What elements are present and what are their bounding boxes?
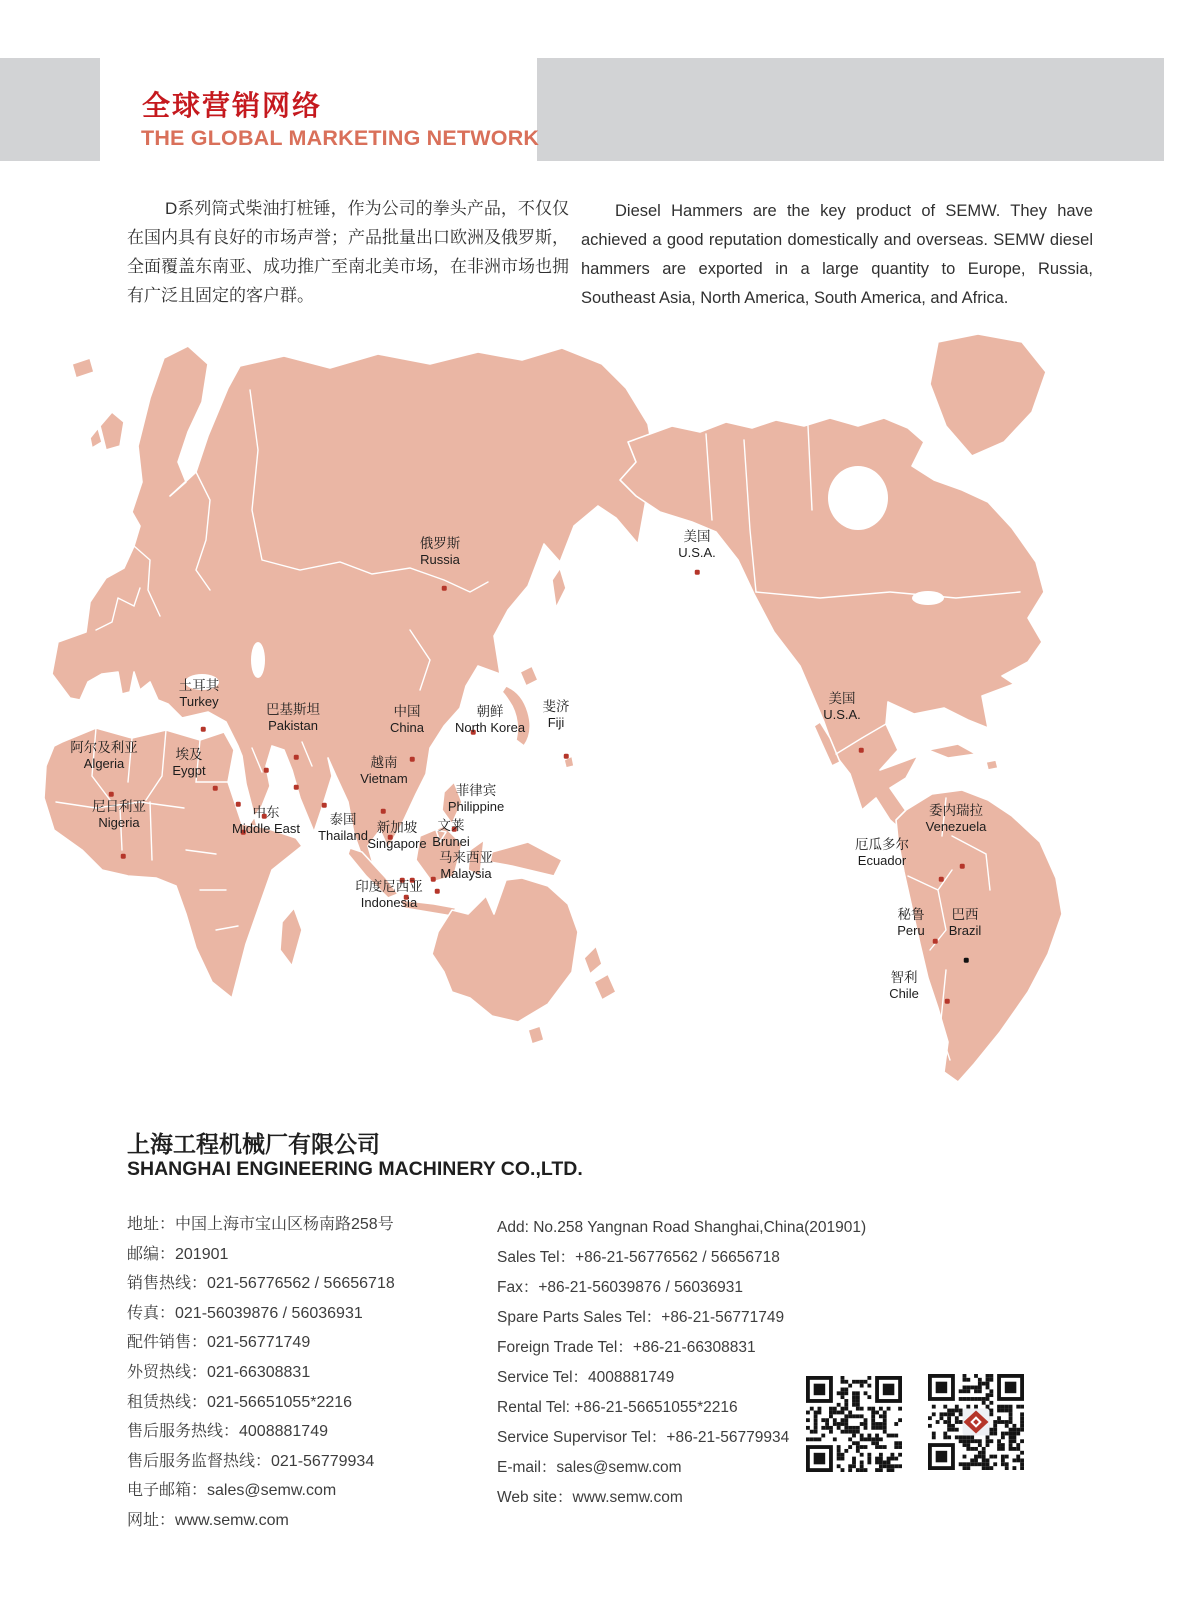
marker-dot-extra-8 (431, 877, 436, 882)
contact-line: 传真：021-56039876 / 56036931 (127, 1304, 363, 1322)
map-label-en: Venezuela (925, 819, 987, 834)
map-label-pakistan-3 (266, 702, 320, 733)
island-madagascar (280, 908, 302, 966)
contact-line: 电子邮箱：sales@semw.com (127, 1482, 337, 1500)
map-label-u-s-a-18 (823, 691, 861, 722)
map-label-algeria-7 (70, 740, 138, 771)
marker-dot-ecuador (939, 877, 944, 882)
contact-line: Rental Tel: +86-21-56651055*2216 (497, 1399, 738, 1416)
island-hokkaido (520, 666, 538, 686)
page-title-zh: 全球营销网络 (142, 90, 323, 121)
map-label-en: Thailand (318, 828, 368, 843)
world-map-graphic (0, 330, 1184, 1090)
marker-dot-algeria (109, 792, 114, 797)
map-label-philippine-10 (448, 783, 504, 814)
map-label-zh: 土耳其 (178, 678, 220, 693)
map-label-zh: 阿尔及利亚 (70, 740, 138, 755)
marker-dot-turkey (201, 727, 206, 732)
island-tasmania (528, 1026, 544, 1044)
contact-line: Service Supervisor Tel：+86-21-56779934 (497, 1429, 790, 1446)
map-label-russia-0 (420, 536, 461, 567)
contact-line: Foreign Trade Tel：+86-21-66308831 (497, 1339, 756, 1356)
marker-dot-eygpt (213, 786, 218, 791)
map-label-zh: 埃及 (175, 747, 203, 762)
contact-line: Add: No.258 Yangnan Road Shanghai,China(201901) (497, 1219, 867, 1236)
map-label-en: Philippine (447, 799, 505, 814)
landmass-australia (432, 878, 578, 1022)
hudson-bay (828, 466, 888, 530)
map-label-zh: 巴基斯坦 (266, 702, 320, 717)
map-label-en: Singapore (367, 836, 427, 851)
marker-dot-extra-3 (322, 803, 327, 808)
map-label-zh: 智利 (890, 970, 918, 985)
map-label-zh: 秘鲁 (897, 907, 925, 922)
island-greenland (930, 334, 1046, 456)
map-label-zh: 厄瓜多尔 (855, 837, 909, 852)
marker-dot-extra-0 (264, 768, 269, 773)
contact-line: 网址：www.semw.com (127, 1511, 289, 1529)
company-name-en: SHANGHAI ENGINEERING MACHINERY CO.,LTD. (127, 1158, 583, 1180)
company-name-zh: 上海工程机械厂有限公司 (127, 1131, 380, 1157)
marker-dot-extra-10 (435, 889, 440, 894)
map-label-en: Nigeria (98, 815, 140, 830)
contact-line: 邮编：201901 (127, 1245, 229, 1263)
contact-line: 售后服务监督热线：021-56779934 (127, 1452, 375, 1470)
contact-line: Web site：www.semw.com (497, 1489, 683, 1506)
map-label-en: U.S.A. (823, 707, 861, 722)
island-hispaniola (986, 760, 998, 770)
map-label-zh: 巴西 (951, 907, 979, 922)
map-label-singapore-14 (367, 820, 426, 851)
map-label-venezuela-19 (926, 803, 987, 834)
contact-line: Spare Parts Sales Tel：+86-21-56771749 (497, 1309, 785, 1326)
marker-dot-fiji (564, 754, 569, 759)
map-label-en: Chile (889, 986, 919, 1001)
map-label-zh: 越南 (370, 755, 398, 770)
map-label-indonesia-17 (355, 879, 423, 910)
contact-line: 售后服务热线：4008881749 (127, 1423, 328, 1441)
page-title-en: THE GLOBAL MARKETING NETWORK (141, 126, 540, 150)
header-gray-bar-right (537, 58, 1164, 161)
map-label-en: China (390, 720, 424, 735)
contact-line: 租赁热线：021-56651055*2216 (127, 1393, 353, 1411)
map-label-vietnam-9 (360, 755, 407, 786)
map-label-zh: 文莱 (437, 818, 465, 833)
map-label-thailand-13 (318, 812, 368, 843)
marker-dot-extra-1 (294, 785, 299, 790)
world-map (0, 330, 1184, 1090)
map-label-zh: 朝鲜 (476, 704, 504, 719)
map-label-peru-21 (897, 907, 924, 938)
map-label-zh: 菲律宾 (455, 783, 497, 798)
contact-line: E-mail：sales@semw.com (497, 1459, 682, 1476)
contact-line: Fax：+86-21-56039876 / 56036931 (497, 1279, 744, 1296)
map-label-en: Vietnam (360, 771, 408, 786)
map-label-middle-east-12 (232, 805, 300, 836)
marker-dot-chile (945, 999, 950, 1004)
map-label-brunei-15 (432, 818, 470, 849)
marker-dot-u-s-a (859, 748, 864, 753)
qr-code-left (806, 1376, 902, 1472)
caspian-sea (251, 642, 265, 678)
map-label-zh: 斐济 (542, 699, 570, 714)
map-label-en: Middle East (232, 821, 300, 836)
map-label-fiji-6 (543, 699, 570, 730)
map-label-en: Ecuador (857, 853, 907, 868)
map-label-zh: 新加坡 (376, 820, 418, 835)
marker-dot-pakistan (294, 755, 299, 760)
island-iceland (72, 358, 94, 378)
qr-code-wechat (928, 1374, 1024, 1470)
map-label-en: Peru (897, 923, 925, 938)
map-label-en: Malaysia (440, 866, 492, 881)
landmass-north-america (620, 418, 1044, 836)
map-label-nigeria-11 (92, 799, 146, 830)
map-label-en: U.S.A. (678, 545, 716, 560)
marker-dot-u-s-a (695, 570, 700, 575)
great-lakes (912, 591, 944, 605)
map-label-en: Fiji (547, 715, 565, 730)
header-gray-bar-left (0, 58, 100, 161)
marker-dot-nigeria (121, 854, 126, 859)
contact-line: 销售热线：021-56776562 / 56656718 (127, 1275, 395, 1293)
map-label-zh: 马来西亚 (439, 850, 493, 865)
map-label-zh: 中国 (393, 704, 421, 719)
island-britain (100, 412, 124, 450)
map-label-en: Eygpt (172, 763, 206, 778)
map-label-en: Indonesia (360, 895, 418, 910)
map-label-zh: 委内瑞拉 (928, 803, 983, 818)
intro-paragraph-zh: D系列筒式柴油打桩锤，作为公司的拳头产品，不仅仅在国内具有良好的市场声誉；产品批量出口欧洲及俄罗斯，全面覆盖东南亚、成功推广至南北美市场，在非洲市场也拥有广泛且固定的客户群。 (127, 199, 569, 305)
map-label-en: Turkey (179, 694, 219, 709)
island-ireland (90, 428, 102, 448)
map-label-zh: 中东 (252, 805, 280, 820)
map-label-zh: 俄罗斯 (419, 536, 461, 551)
marker-dot-vietnam (381, 809, 386, 814)
map-label-en: North Korea (454, 720, 526, 735)
contact-list-zh (127, 1210, 395, 1536)
contact-line: 配件销售：021-56771749 (127, 1334, 311, 1352)
map-label-china-4 (390, 704, 424, 735)
map-label-en: Brunei (432, 834, 470, 849)
island-sakhalin (552, 568, 566, 608)
map-label-zh: 美国 (683, 529, 711, 544)
map-label-turkey-2 (179, 678, 220, 709)
map-label-zh: 美国 (828, 691, 856, 706)
island-cuba (928, 744, 976, 758)
qr-pattern (928, 1374, 1024, 1470)
map-label-zh: 泰国 (329, 812, 357, 827)
map-label-en: Brazil (948, 923, 982, 938)
map-label-ecuador-20 (855, 837, 909, 868)
map-label-en: Algeria (83, 756, 125, 771)
island-new-zealand-north (584, 946, 602, 974)
map-label-zh: 尼日利亚 (92, 799, 146, 814)
contact-line: 地址：中国上海市宝山区杨南路258号 (127, 1216, 394, 1233)
map-label-chile-23 (889, 970, 919, 1001)
marker-dot-china (410, 757, 415, 762)
marker-dot-russia (442, 586, 447, 591)
intro-paragraph-en: Diesel Hammers are the key product of SEMW. They have achieved a good reputation domestically and overseas. SEMW diesel hammers are exported in a large quantity to Europe, Russia, Southeast Asia, North America, South America, and Africa. (581, 202, 1093, 307)
map-label-brazil-22 (949, 907, 982, 938)
map-label-north-korea-5 (455, 704, 525, 735)
contact-line: Sales Tel：+86-21-56776562 / 56656718 (497, 1249, 780, 1266)
marker-dot-brazil (964, 958, 969, 963)
contact-line: Service Tel：4008881749 (497, 1369, 675, 1386)
map-label-u-s-a-1 (678, 529, 716, 560)
map-label-zh: 印度尼西亚 (355, 879, 423, 894)
map-label-en: Russia (420, 552, 460, 567)
marker-dot-peru (933, 939, 938, 944)
island-new-guinea (490, 842, 562, 876)
qr-pattern (806, 1376, 902, 1472)
marker-dot-venezuela (960, 864, 965, 869)
island-new-zealand-south (594, 974, 616, 1000)
map-label-eygpt-8 (172, 747, 205, 778)
map-label-malaysia-16 (439, 850, 493, 881)
map-label-en: Pakistan (268, 718, 318, 733)
contact-line: 外贸热线：021-66308831 (127, 1363, 311, 1381)
